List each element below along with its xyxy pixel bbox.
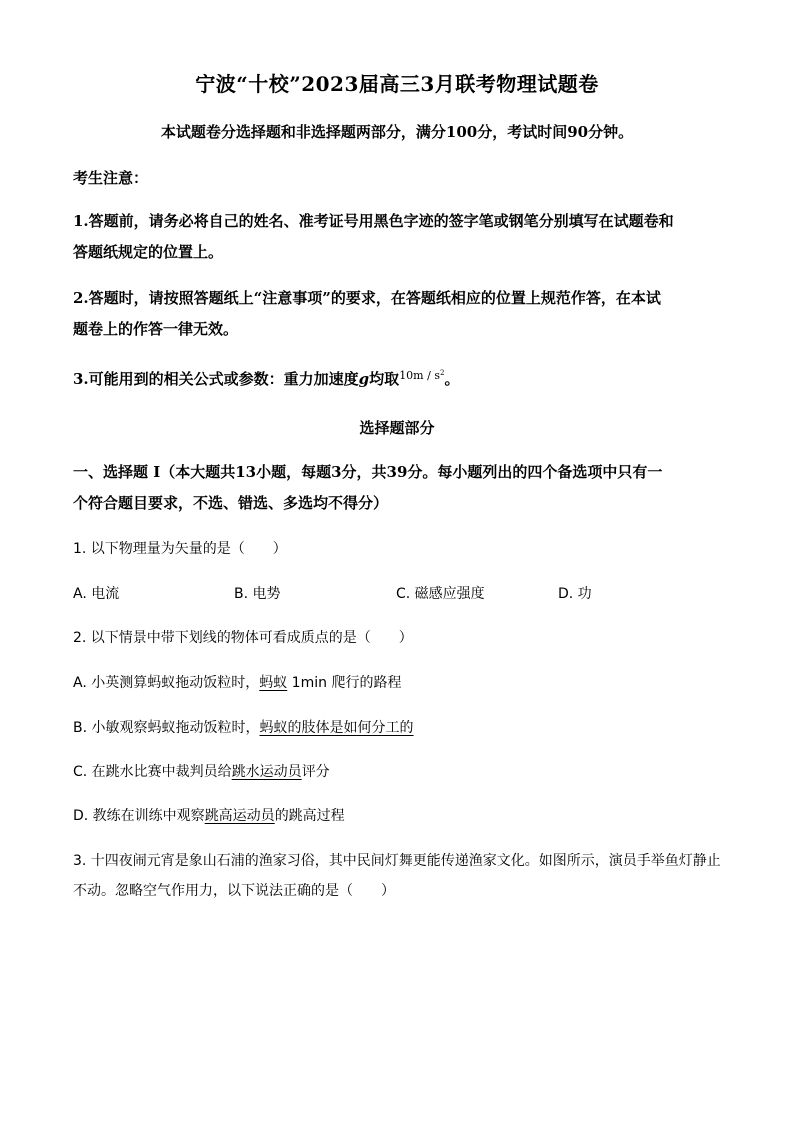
notice-3-mid: 均取 (369, 370, 400, 388)
gravity-unit-exponent: 2 (439, 369, 445, 377)
option-d-underlined: 跳高运动员 (204, 808, 275, 824)
option-c-text-end: 评分 (301, 764, 330, 780)
section-title: 选择题部分 (359, 419, 435, 437)
question-1-option-a: A. 电流 (73, 586, 120, 602)
question-1-option-b: B. 电势 (234, 586, 281, 602)
question-2-stem: 2. 以下情景中带下划线的物体可看成质点的是（ ） (73, 630, 413, 646)
question-2-option-d (73, 805, 345, 825)
option-d-text-end: 的跳高过程 (274, 808, 345, 824)
question-2-option-a (73, 672, 401, 692)
option-b-text: B. 小敏观察蚂蚁拖动饭粒时， (73, 720, 260, 736)
option-b-underlined: 蚂蚁的肢体是如何分工的 (259, 720, 414, 736)
question-1-stem: 1. 以下物理量为矢量的是（ ） (73, 541, 287, 557)
notice-1-line-2: 答题纸规定的位置上。 (73, 243, 224, 261)
option-a-text-end: 1min 爬行的路程 (287, 675, 402, 691)
question-3-stem-line-2: 不动。忽略空气作用力，以下说法正确的是（ ） (73, 883, 395, 899)
option-a-underlined: 蚂蚁 (259, 675, 288, 691)
part1-instructions-line-2: 个符合题目要求，不选、错选、多选均不得分） (73, 494, 389, 512)
option-a-text: A. 小英测算蚂蚁拖动饭粒时， (73, 675, 260, 691)
question-2-option-b (73, 717, 414, 737)
notice-2-line-2: 题卷上的作答一律无效。 (73, 320, 239, 338)
notice-1-line-1: 1.答题前，请务必将自己的姓名、准考证号用黑色字迹的签字笔或钢笔分别填写在试题卷和 (73, 212, 674, 230)
notice-3-text: 3.可能用到的相关公式或参数：重力加速度 (73, 370, 359, 388)
question-3-stem-line-1: 3. 十四夜闹元宵是象山石浦的渔家习俗，其中民间灯舞更能传递渔家文化。如图所示，演员手举鱼灯静止 (73, 853, 721, 869)
gravity-unit (399, 369, 444, 382)
notice-heading: 考生注意： (73, 169, 149, 187)
option-c-text: C. 在跳水比赛中裁判员给 (73, 764, 232, 780)
question-1-option-d: D. 功 (558, 586, 592, 602)
notice-3-end: 。 (444, 370, 460, 388)
question-2-option-c (73, 761, 330, 781)
exam-description: 本试题卷分选择题和非选择题两部分，满分100分，考试时间90分钟。 (160, 123, 634, 141)
question-1-option-c: C. 磁感应强度 (396, 586, 485, 602)
gravity-unit-text: 10m / s (399, 369, 440, 382)
option-c-underlined: 跳水运动员 (231, 764, 302, 780)
page-title: 宁波“十校”2023届高三3月联考物理试题卷 (195, 72, 599, 96)
notice-3 (73, 368, 459, 389)
option-d-text: D. 教练在训练中观察 (73, 808, 205, 824)
notice-2-line-1: 2.答题时，请按照答题纸上“注意事项”的要求，在答题纸相应的位置上规范作答，在本试 (73, 289, 661, 307)
part1-instructions-line-1: 一、选择题 I（本大题共13小题，每题3分，共39分。每小题列出的四个备选项中只有一 (73, 463, 663, 481)
gravity-symbol: g (358, 370, 370, 388)
